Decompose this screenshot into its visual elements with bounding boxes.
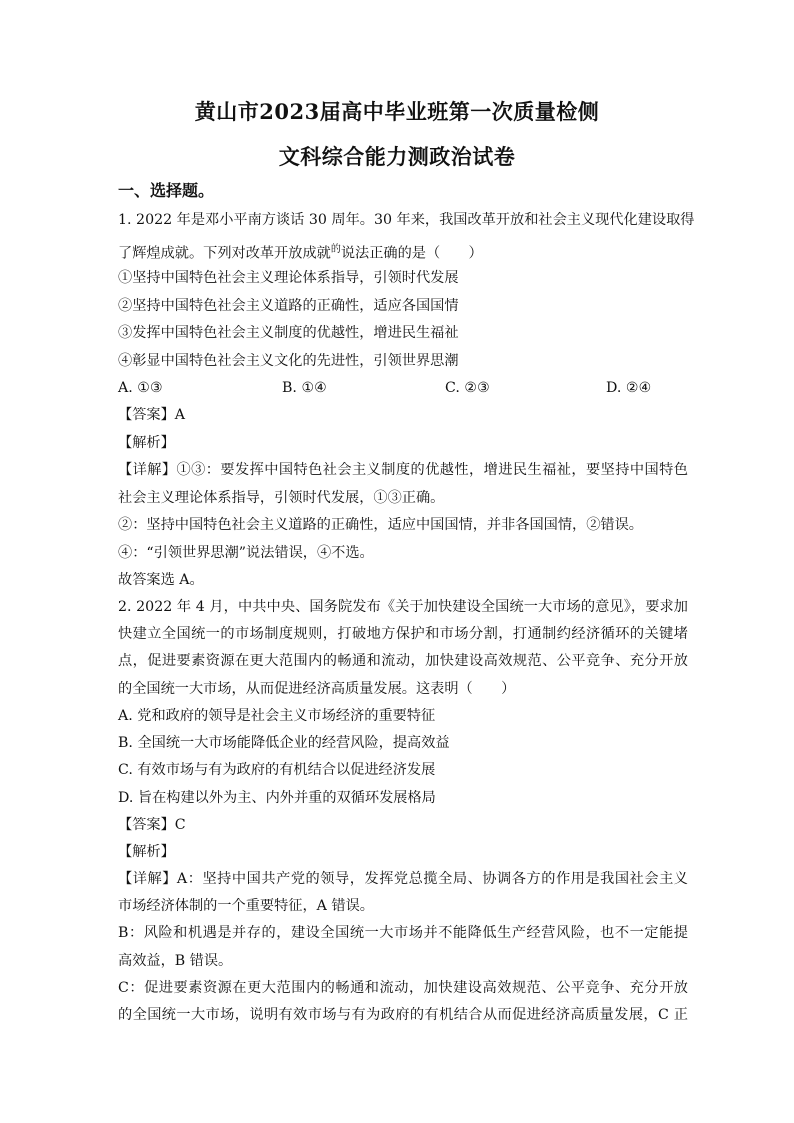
q2-detail-line-4: 高效益，B 错误。: [118, 953, 233, 969]
q2-stem-line-1: 2. 2022 年 4 月，中共中央、国务院发布《关于加快建设全国统一大市场的意见》，要求加: [118, 599, 688, 615]
q2-option-a: A. 党和政府的领导是社会主义市场经济的重要特征: [118, 708, 436, 724]
q1-detail-line-4: ④：“引领世界思潮”说法错误，④不选。: [118, 545, 374, 561]
q1-statement-1: ①坚持中国特色社会主义理论体系指导，引领时代发展: [118, 270, 459, 286]
q1-detail-line-1: 【详解】①③：要发挥中国特色社会主义制度的优越性，增进民生福祉，要坚持中国特色: [118, 462, 688, 478]
q1-option-a: A. ①③: [118, 380, 163, 396]
q1-option-c: C. ②③: [445, 380, 490, 396]
q1-answer: 【答案】A: [118, 407, 185, 423]
exam-subtitle: 文科综合能力测政治试卷: [278, 144, 516, 169]
q1-option-b: B. ①④: [282, 380, 327, 396]
q1-stem-superscript: 的: [330, 244, 341, 255]
q1-detail-line-3: ②：坚持中国特色社会主义道路的正确性，适应中国国情，并非各国国情，②错误。: [118, 517, 643, 533]
q1-stem-part-2: 说法正确的是（ ）: [340, 245, 483, 262]
section-heading: 一、选择题。: [118, 181, 215, 200]
q2-option-c: C. 有效市场与有为政府的有机结合以促进经济发展: [118, 762, 436, 778]
q2-detail-line-3: B：风险和机遇是并存的，建设全国统一大市场并不能降低生产经营风险，也不一定能提: [118, 925, 688, 941]
q2-stem-line-4: 的全国统一大市场，从而促进经济高质量发展。这表明（ ）: [118, 681, 516, 697]
q2-analysis-label: 【解析】: [118, 844, 175, 860]
q1-stem-line-2: [118, 240, 688, 264]
q1-stem-line-1: 1. 2022 年是邓小平南方谈话 30 周年。30 年来，我国改革开放和社会主义现代化建设取得: [118, 212, 695, 228]
q2-stem-line-2: 快建立全国统一的市场制度规则，打破地方保护和市场分割，打通制约经济循环的关键堵: [118, 626, 688, 642]
q1-stem-part-1: 了辉煌成就。下列对改革开放成就: [118, 245, 331, 262]
q2-detail-line-2: 市场经济体制的一个重要特征，A 错误。: [118, 898, 374, 914]
q1-conclusion: 故答案选 A。: [118, 572, 204, 588]
q2-detail-line-6: 的全国统一大市场，说明有效市场与有为政府的有机结合从而促进经济高质量发展，C 正: [118, 1007, 688, 1023]
q2-stem-line-3: 点，促进要素资源在更大范围内的畅通和流动，加快建设高效规范、公平竞争、充分开放: [118, 653, 688, 669]
q2-detail-line-1: 【详解】A：坚持中国共产党的领导，发挥党总揽全局、协调各方的作用是我国社会主义: [118, 871, 688, 887]
exam-title: 黄山市2023届高中毕业班第一次质量检侧: [194, 99, 600, 124]
q1-statement-4: ④彰显中国特色社会主义文化的先进性，引领世界思潮: [118, 353, 459, 369]
q2-answer: 【答案】C: [118, 817, 186, 833]
q1-statement-3: ③发挥中国特色社会主义制度的优越性，增进民生福祉: [118, 325, 459, 341]
q1-statement-2: ②坚持中国特色社会主义道路的正确性，适应各国国情: [118, 298, 459, 314]
q1-analysis-label: 【解析】: [118, 435, 175, 451]
q1-option-d: D. ②④: [606, 380, 652, 396]
q2-option-b: B. 全国统一大市场能降低企业的经营风险，提高效益: [118, 735, 450, 751]
q1-detail-line-2: 社会主义理论体系指导，引领时代发展，①③正确。: [118, 490, 445, 506]
q2-option-d: D. 旨在构建以外为主、内外并重的双循环发展格局: [118, 790, 436, 806]
q2-detail-line-5: C：促进要素资源在更大范围内的畅通和流动，加快建设高效规范、公平竞争、充分开放: [118, 980, 688, 996]
